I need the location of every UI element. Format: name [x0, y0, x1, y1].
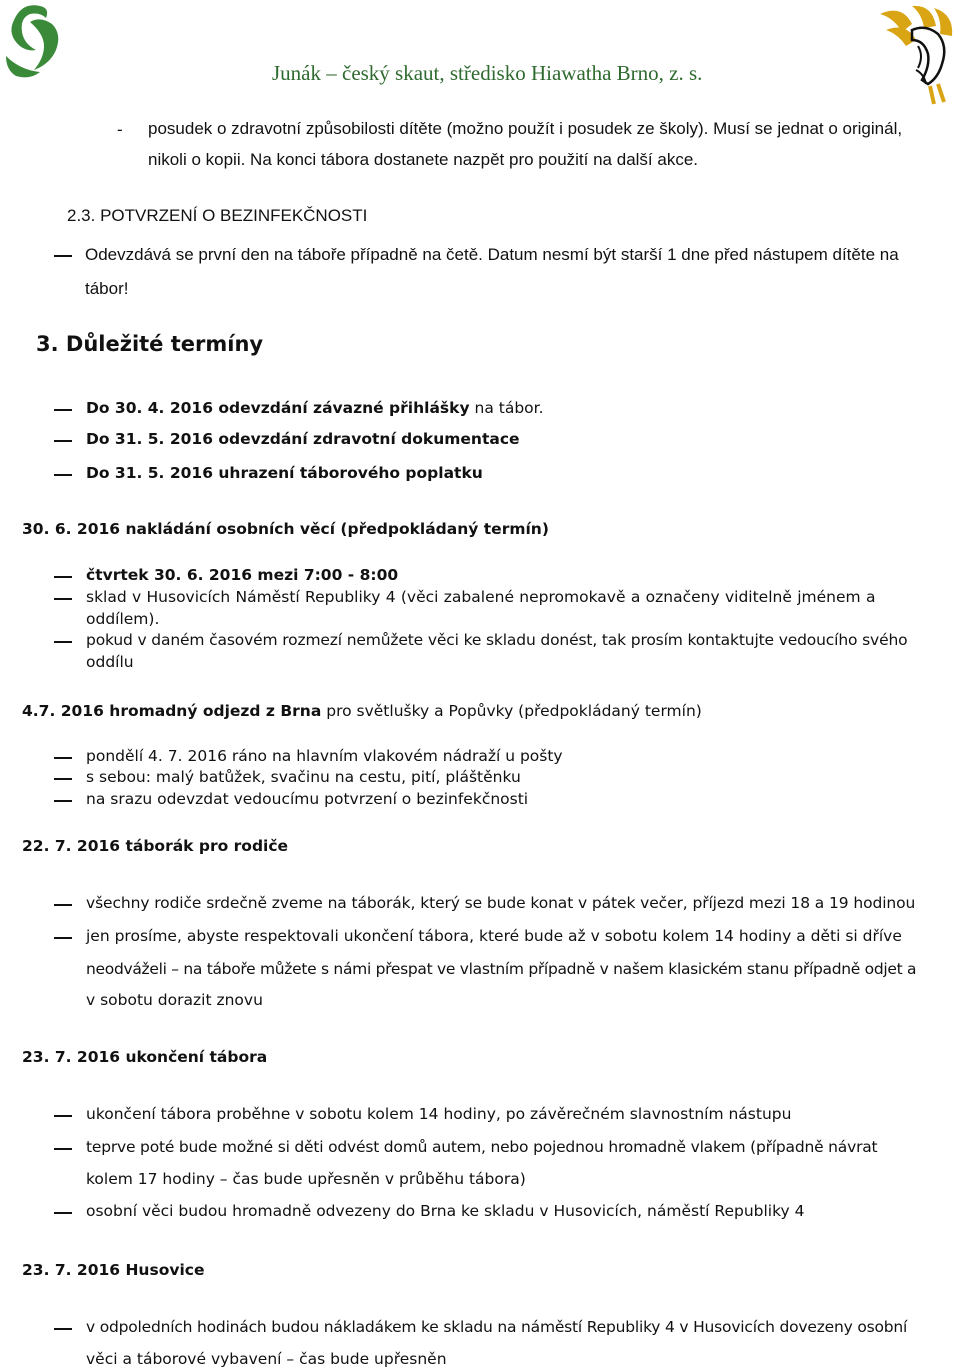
departure-item-2: s sebou: malý batůžek, svačinu na cestu, pití, pláštěnku: [86, 768, 521, 786]
camp-end-item2-line1: teprve poté bude možné si děti odvést domů autem, nebo pojednou hromadně vlakem (případně návrat: [86, 1138, 878, 1156]
husovice-title: 23. 7. 2016 Husovice: [22, 1261, 205, 1279]
loading-item3-line1: pokud v daném časovém rozmezí nemůžete věci ke skladu donést, tak prosím kontaktujte vedoucího svého: [86, 631, 908, 649]
camp-end-item3: osobní věci budou hromadně odvezeny do Brna ke skladu v Husovicích, náměstí Republiky 4: [86, 1202, 805, 1220]
section-2-3-title: 2.3. POTVRZENÍ O BEZINFEKČNOSTI: [67, 206, 368, 225]
list-dash: [54, 641, 72, 643]
campfire-item2-line2: neodváželi – na táboře můžete s námi přespat ve vlastním případně v našem klasickém stanu případně odjet a: [86, 960, 917, 978]
list-dash: [54, 1148, 72, 1150]
deadline-1: [86, 399, 544, 417]
camp-end-item2-line2: kolem 17 hodiny – čas bude upřesněn v průběhu tábora): [86, 1170, 526, 1188]
campfire-title: 22. 7. 2016 táborák pro rodiče: [22, 837, 289, 855]
loading-item3-line2: oddílu: [86, 653, 134, 671]
top-item-line1: posudek o zdravotní způsobilosti dítěte (možno použít i posudek ze školy). Musí se jednat o originál,: [148, 119, 903, 138]
list-dash: [54, 576, 72, 578]
campfire-item2-line3: v sobotu dorazit znovu: [86, 991, 263, 1009]
deadline-2: Do 31. 5. 2016 odevzdání zdravotní dokumentace: [86, 430, 520, 448]
list-dash: [54, 904, 72, 906]
list-dash: -: [117, 120, 123, 139]
departure-item-1: pondělí 4. 7. 2016 ráno na hlavním vlakovém nádraží u pošty: [86, 747, 563, 765]
list-dash: [54, 440, 72, 442]
list-dash: [54, 1328, 72, 1330]
departure-title-rest: pro světlušky a Popůvky (předpokládaný termín): [321, 702, 702, 720]
departure-title: [22, 702, 702, 720]
list-dash: [54, 937, 72, 939]
list-dash: [54, 778, 72, 780]
departure-item-3: na srazu odevzdat vedoucímu potvrzení o bezinfekčnosti: [86, 790, 529, 808]
deadline-3: Do 31. 5. 2016 uhrazení táborového poplatku: [86, 464, 483, 482]
top-item-line2: nikoli o kopii. Na konci tábora dostanete nazpět pro použití na další akce.: [148, 150, 699, 169]
loading-item2-line1: sklad v Husovicích Náměstí Republiky 4 (věci zabalené nepromokavě a označeny viditelně jménem a: [86, 588, 876, 606]
husovice-item-line2: věci a táborové vybavení – čas bude upřesněn: [86, 1350, 447, 1368]
section-2-3-item-line1: Odevzdává se první den na táboře případně na četě. Datum nesmí být starší 1 dne před nástupem dítěte na: [85, 245, 899, 264]
campfire-item1: všechny rodiče srdečně zveme na táborák, který se bude konat v pátek večer, příjezd mezi 18 a 19 hodinou: [86, 894, 916, 912]
loading-title: 30. 6. 2016 nakládání osobních věcí (předpokládaný termín): [22, 520, 549, 538]
campfire-item2-line1: jen prosíme, abyste respektovali ukončení tábora, které bude až v sobotu kolem 14 hodiny a děti si dříve: [86, 927, 902, 945]
departure-title-bold: 4.7. 2016 hromadný odjezd z Brna: [22, 702, 322, 720]
husovice-item-line1: v odpoledních hodinách budou nákladákem ke skladu na náměstí Republiky 4 v Husovicích dovezeny osobní: [86, 1318, 908, 1336]
section-3-title: 3. Důležité termíny: [36, 332, 264, 356]
list-dash: [54, 255, 72, 257]
deadline-1-rest: na tábor.: [469, 399, 544, 417]
indian-headdress-logo-icon: [872, 0, 960, 108]
camp-end-item1: ukončení tábora proběhne v sobotu kolem 14 hodiny, po závěrečném slavnostním nástupu: [86, 1105, 792, 1123]
scout-lily-logo-icon: [0, 0, 66, 86]
list-dash: [54, 1115, 72, 1117]
list-dash: [54, 800, 72, 802]
loading-item2-line2: oddílem).: [86, 610, 160, 628]
list-dash: [54, 409, 72, 411]
section-2-3-item-line2: tábor!: [85, 279, 129, 298]
header-org-title: Junák – český skaut, středisko Hiawatha Brno, z. s.: [272, 61, 703, 85]
loading-item1: čtvrtek 30. 6. 2016 mezi 7:00 - 8:00: [86, 566, 399, 584]
deadline-1-bold: Do 30. 4. 2016 odevzdání závazné přihlášky: [86, 399, 470, 417]
list-dash: [54, 757, 72, 759]
camp-end-title: 23. 7. 2016 ukončení tábora: [22, 1048, 268, 1066]
list-dash: [54, 598, 72, 600]
list-dash: [54, 474, 72, 476]
list-dash: [54, 1212, 72, 1214]
